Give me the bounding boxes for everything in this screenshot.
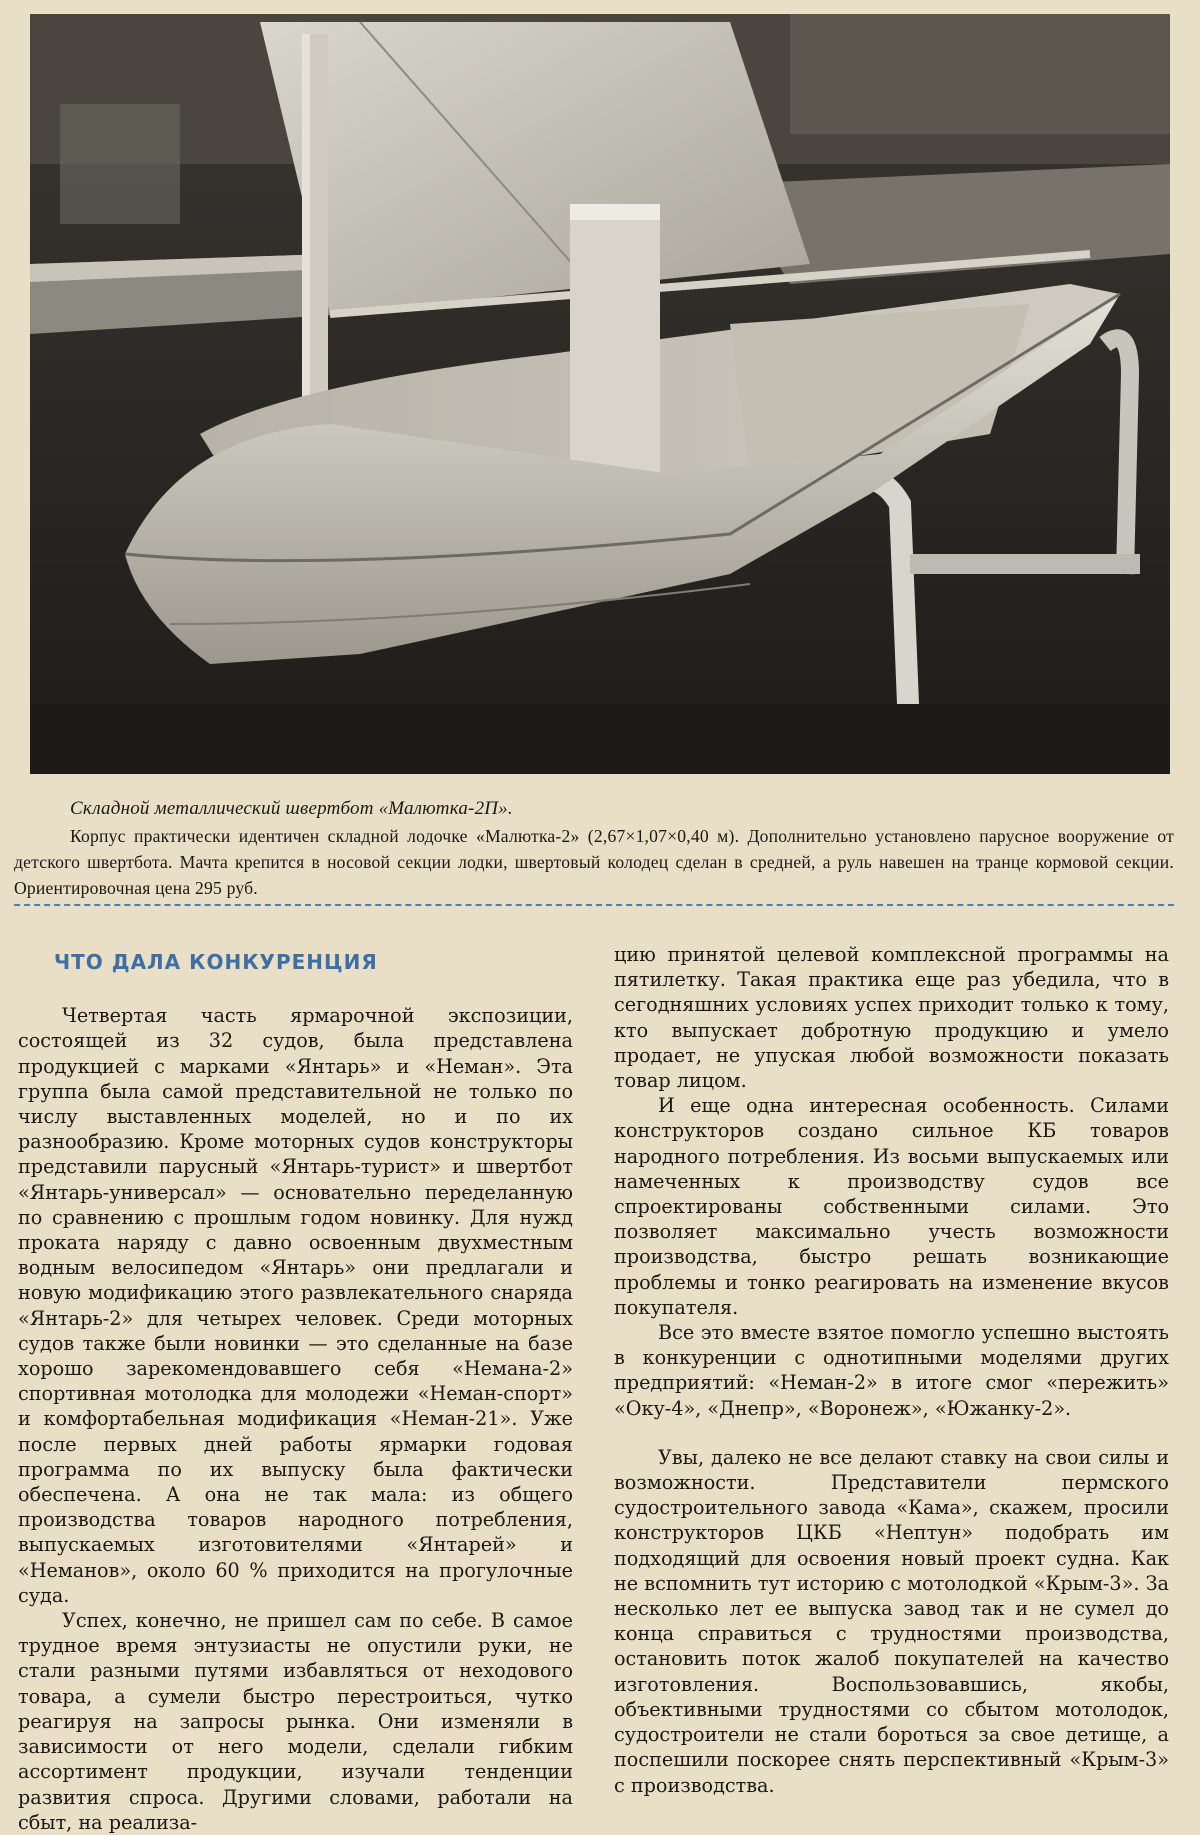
article-heading: ЧТО ДАЛА КОНКУРЕНЦИЯ [54, 950, 378, 974]
article-paragraph: Успех, конечно, не пришел сам по себе. В самое трудное время энтузиасты не опустили руки, не стали разными путями избавляться от неходового товара, а сумели быстро перестроиться, чутко реагируя на запросы рынка. Они изменяли в зависимости от него модели, сделали гибким ассортимент продукции, изучали тенденции развития спроса. Другими словами, работали на сбыт, на реализа- [18, 1609, 573, 1834]
boat-photo [30, 14, 1170, 774]
caption-title: Складной металлический швертбот «Малютка-2П». [70, 798, 513, 819]
article-paragraph: Все это вместе взятое помогло успешно выстоять в конкуренции с однотипными моделями других предприятий: «Неман-2» в итоге смог «пережить» «Оку-4», «Днепр», «Воронеж», «Южанку-2». [614, 1321, 1169, 1420]
section-divider [14, 904, 1174, 906]
article-paragraph: Увы, далеко не все делают ставку на свои силы и возможности. Представители пермского судостроительного завода «Кама», скажем, просили конструкторов ЦКБ «Нептун» подобрать им подходящий для освоения новый проект судна. Как не вспомнить тут историю с мотолодкой «Крым-3». За несколько лет ее выпуска завод так и не сумел до конца справиться с трудностями производства, остановить поток жалоб покупателей на качество изготовления. Воспользовавшись, якобы, объективными трудностями со сбытом мотолодок, судостроители не стали бороться за свое детище, а поспешили поскорее снять перспективный «Крым-3» с производства. [614, 1445, 1169, 1797]
article-column-right [614, 942, 1169, 1798]
article-paragraph: цию принятой целевой комплексной программы на пятилетку. Такая практика еще раз убедила, что в сегодняшних условиях успех приходит только к тому, кто выпускает добротную продукцию и умело продает, не упуская любой возможности показать товар лицом. [614, 943, 1169, 1093]
caption-body: Корпус практически идентичен складной лодочке «Малютка-2» (2,67×1,07×0,40 м). Дополнительно установлено парусное вооружение от детского швертбота. Мачта крепится в носовой секции лодки, швертовый колодец сделан в средней, а руль навешен на транце кормовой секции. Ориентировочная цена 295 руб. [14, 826, 1174, 898]
article-paragraph: Четвертая часть ярмарочной экспозиции, состоящей из 32 судов, была представлена продукцией с марками «Янтарь» и «Неман». Эта группа была самой представительной не только по числу выставленных моделей, но и по их разнообразию. Кроме моторных судов конструкторы представили парусный «Янтарь-турист» и швертбот «Янтарь-универсал» — основательно переделанную по сравнению с прошлым годом новинку. Для нужд проката наряду с давно освоенным двухместным водным велосипедом «Янтарь» они предлагали и новую модификацию этого развлекательного снаряда «Янтарь-2» для четырех человек. Среди моторных судов также были новинки — это сделанные на базе хорошо зарекомендовавшего себя «Немана-2» спортивная мотолодка для молодежи «Неман-спорт» и комфортабельная модификация «Неман-21». Уже после первых дней работы ярмарки годовая программа по их выпуску была фактически обеспечена. А она не так мала: из общего производства товаров народного потребления, выпускаемых изготовителями «Янтарей» и «Неманов», около 60 % приходится на прогулочные суда. [18, 1004, 573, 1607]
article-column-left [18, 944, 573, 1835]
photo-caption [14, 796, 1174, 901]
article-paragraph: И еще одна интересная особенность. Силами конструкторов создано сильное КБ товаров народного потребления. Из восьми выпускаемых или намеченных к производству судов все спроектированы собственными силами. Это позволяет максимально учесть возможности производства, быстро решать возникающие проблемы и тонко реагировать на изменение вкусов покупателя. [614, 1094, 1169, 1319]
sailing-dinghy-photo-icon [30, 14, 1170, 774]
